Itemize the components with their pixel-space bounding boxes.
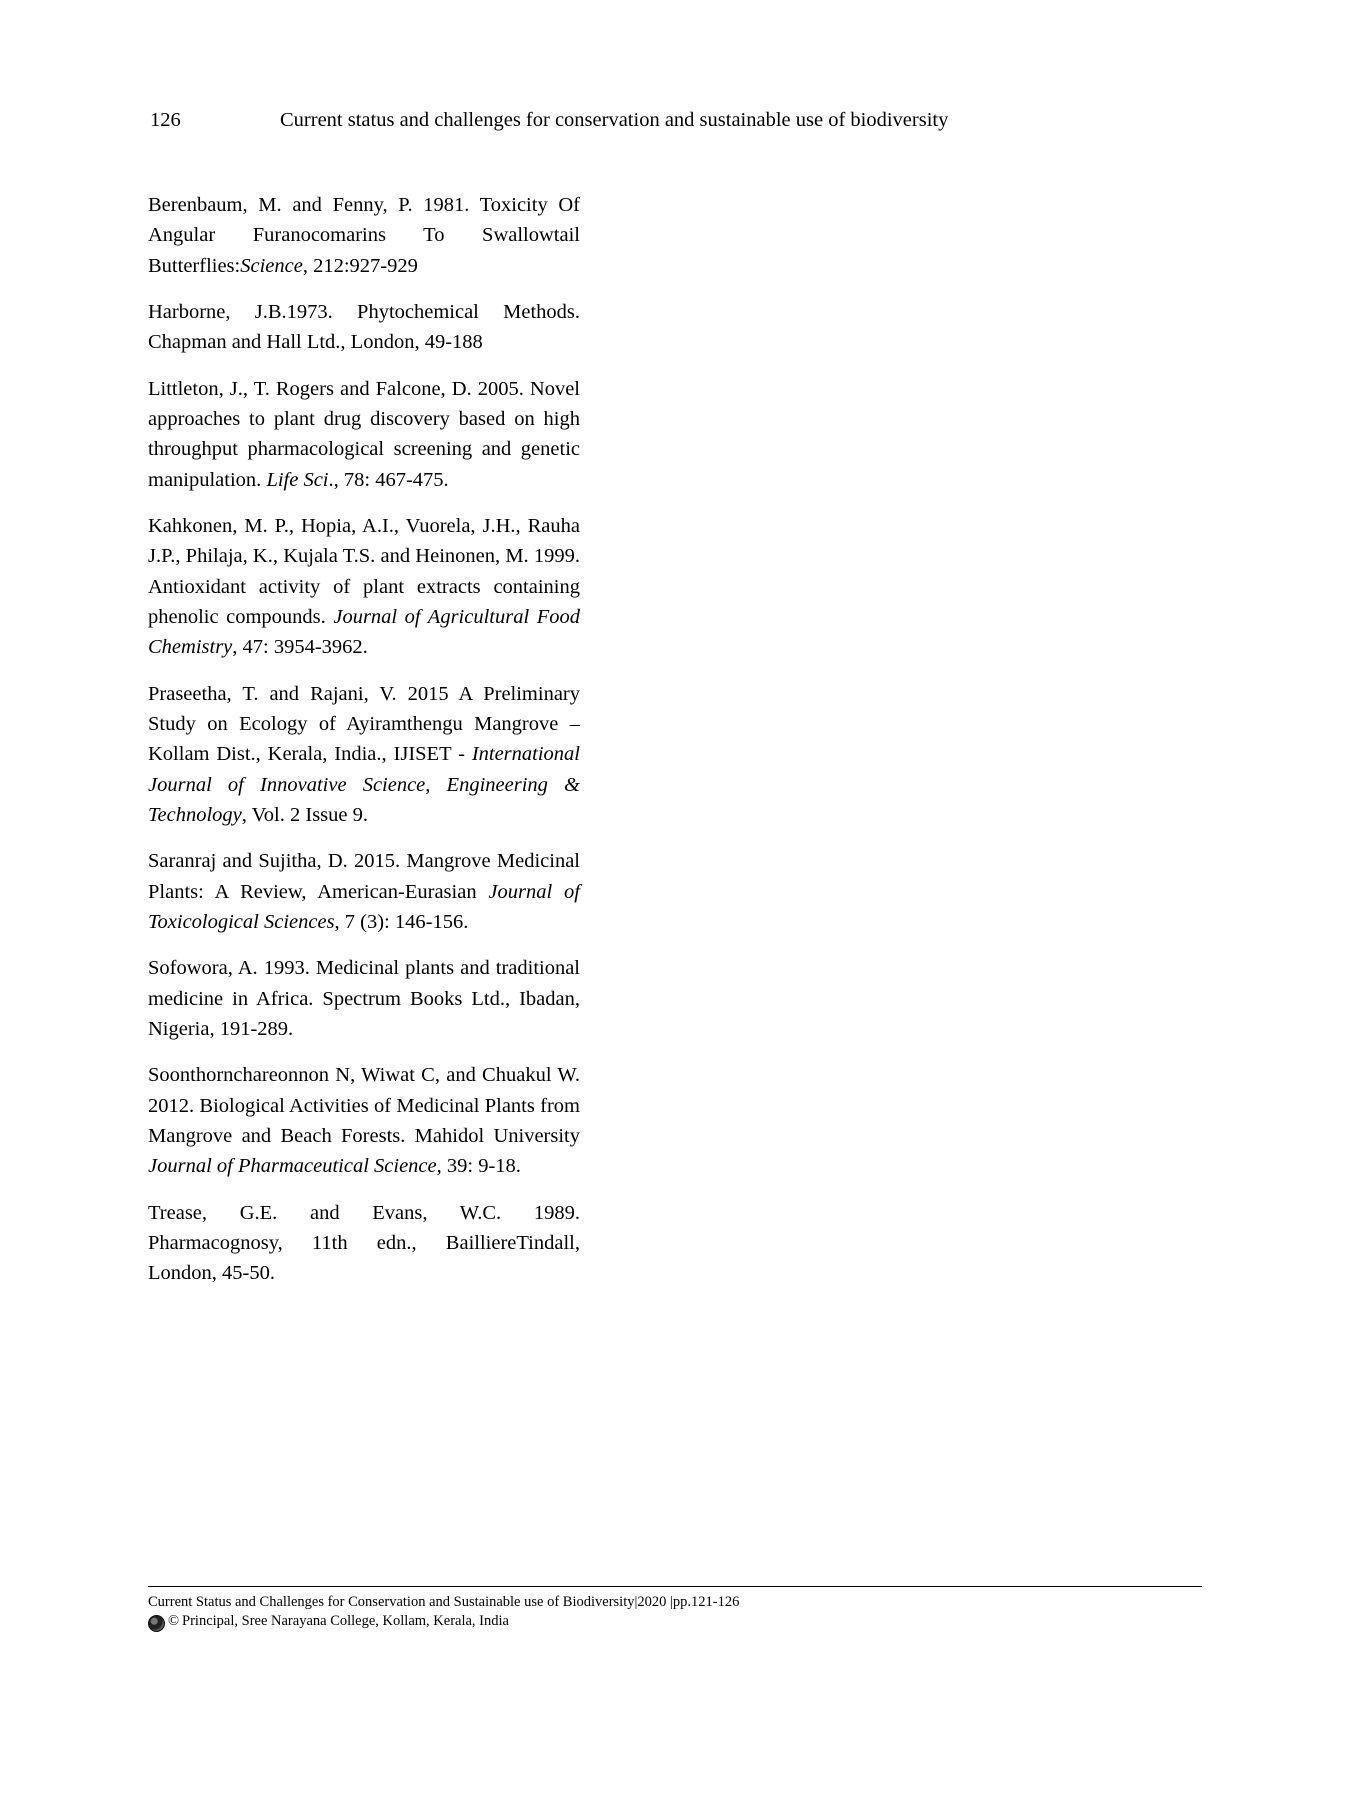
reference-text: Soonthornchareonnon N, Wiwat C, and Chuakul W. 2012. Biological Activities of Medicinal Plants from Mangrove and Beach Forests. Mahidol University [148, 1064, 580, 1147]
ref-harborne [148, 297, 580, 358]
ref-berenbaum [148, 190, 580, 281]
reference-source-title: Journal of Agricultural Food Chemistry [148, 605, 580, 659]
reference-source-title: Science [240, 254, 303, 277]
footer-copyright-line [148, 1612, 1202, 1632]
reference-text: , 39: 9-18. [436, 1155, 521, 1178]
reference-source-title: Journal of Pharmaceutical Science [148, 1155, 437, 1178]
reference-text: ., 78: 467-475. [328, 468, 449, 491]
ref-littleton [148, 374, 580, 495]
page-number: 126 [150, 109, 181, 131]
reference-source-title: Life Sci [266, 468, 329, 491]
ref-saranraj [148, 846, 580, 937]
reference-text: Berenbaum, M. and Fenny, P. 1981. Toxicity Of Angular Furanocomarins To Swallowtail Butterflies: [148, 194, 580, 277]
reference-source-title: International Journal of Innovative Science, Engineering & Technology [148, 743, 580, 826]
reference-text: Harborne, J.B.1973. Phytochemical Methods. Chapman and Hall Ltd., London, 49-188 [148, 300, 580, 354]
footer-affiliation: Principal, Sree Narayana College, Kollam, Kerala, India [182, 1613, 509, 1630]
reference-text: Praseetha, T. and Rajani, V. 2015 A Preliminary Study on Ecology of Ayiramthengu Mangrove – Kollam Dist., Kerala, India., IJISET - [148, 682, 580, 766]
page-footer [148, 1586, 1202, 1632]
ref-praseetha [148, 679, 580, 831]
reference-text: , 47: 3954-3962. [232, 636, 368, 659]
reference-text: , 7 (3): 146-156. [334, 910, 469, 933]
reference-text: Kahkonen, M. P., Hopia, A.I., Vuorela, J.H., Rauha J.P., Philaja, K., Kujala T.S. and Heinonen, M. 1999. Antioxidant activity of plant extracts containing phenolic compounds. [148, 514, 580, 628]
reference-text: , 212:927-929 [302, 254, 418, 277]
ref-kahkonen [148, 511, 580, 663]
references-list [148, 190, 580, 1289]
reference-source-title: Journal of Toxicological Sciences [148, 880, 580, 933]
ref-soonthornchareonnon [148, 1060, 580, 1181]
reference-text: Sofowora, A. 1993. Medicinal plants and traditional medicine in Africa. Spectrum Books Ltd., Ibadan, Nigeria, 191-289. [148, 957, 580, 1040]
page-header [150, 108, 1200, 133]
reference-text: Saranraj and Sujitha, D. 2015. Mangrove Medicinal Plants: A Review, American-Eurasian [148, 850, 580, 903]
ref-trease [148, 1198, 580, 1289]
footer-citation: Current Status and Challenges for Conservation and Sustainable use of Biodiversity|2020 |pp.121-126 [148, 1593, 740, 1610]
copyright-icon: © [168, 1613, 180, 1630]
creative-commons-icon [148, 1615, 165, 1632]
running-title: Current status and challenges for conservation and sustainable use of biodiversity [280, 109, 949, 131]
reference-text: Trease, G.E. and Evans, W.C. 1989. Pharmacognosy, 11th edn., BailliereTindall, London, 45-50. [148, 1201, 580, 1285]
footer-divider [148, 1586, 1202, 1587]
reference-text: Littleton, J., T. Rogers and Falcone, D. 2005. Novel approaches to plant drug discovery based on high throughput pharmacological screening and genetic manipulation. [148, 377, 580, 491]
reference-text: , Vol. 2 Issue 9. [241, 803, 369, 826]
ref-sofowora [148, 953, 580, 1044]
